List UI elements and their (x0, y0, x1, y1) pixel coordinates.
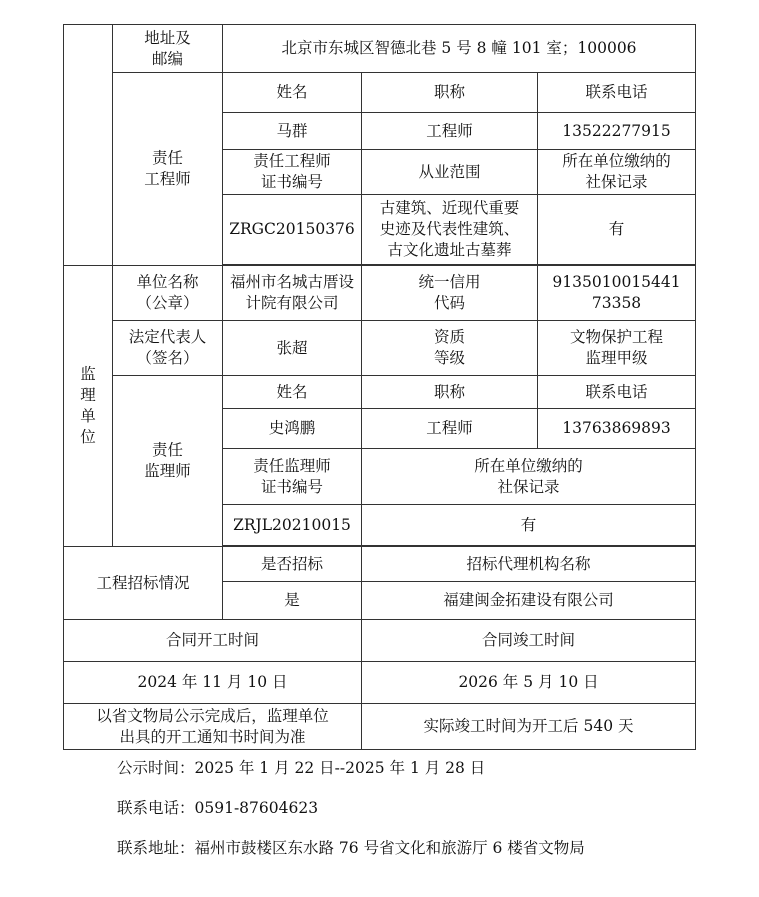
contact-address: 联系地址：福州市鼓楼区东水路 76 号省文化和旅游厅 6 楼省文物局 (117, 839, 585, 857)
contact-phone: 联系电话：0591-87604623 (117, 799, 319, 817)
supervisor-title: 工程师 (362, 409, 538, 449)
actual-end-note: 实际竣工时间为开工后 540 天 (362, 704, 696, 750)
contract-end-label: 合同竣工时间 (362, 620, 696, 662)
bidding-agency: 福建闽金拓建设有限公司 (362, 582, 696, 620)
address-label: 地址及 邮编 (113, 25, 223, 73)
bidding-header-is-bid: 是否招标 (223, 547, 362, 582)
design-engineer-phone: 13522277915 (538, 113, 696, 150)
publicity-period: 公示时间：2025 年 1 月 22 日--2025 年 1 月 28 日 (117, 759, 486, 777)
design-engineer-title: 工程师 (362, 113, 538, 150)
actual-start-note: 以省文物局公示完成后，监理单位 出具的开工通知书时间为准 (64, 704, 362, 750)
design-social-value: 有 (538, 195, 696, 265)
supervisor-name: 史鸿鹏 (223, 409, 362, 449)
legal-rep-label: 法定代表人 （签名） (113, 321, 223, 376)
supervisor-social-label: 所在单位缴纳的 社保记录 (362, 449, 696, 505)
contract-end-date: 2026 年 5 月 10 日 (362, 662, 696, 704)
supervisor-phone: 13763869893 (538, 409, 696, 449)
contract-start-label: 合同开工时间 (64, 620, 362, 662)
contract-start-date: 2024 年 11 月 10 日 (64, 662, 362, 704)
qualification-value: 文物保护工程 监理甲级 (538, 321, 696, 376)
design-section-spacer (64, 25, 113, 266)
design-scope-label: 从业范围 (362, 150, 538, 195)
design-scope-value: 古建筑、近现代重要 史迹及代表性建筑、 古文化遗址古墓葬 (362, 195, 538, 265)
design-social-label: 所在单位缴纳的 社保记录 (538, 150, 696, 195)
address-value: 北京市东城区智德北巷 5 号 8 幢 101 室；100006 (223, 25, 696, 73)
qualification-label: 资质 等级 (362, 321, 538, 376)
legal-rep-name: 张超 (223, 321, 362, 376)
supervisor-cert-number: ZRJL20210015 (223, 505, 362, 546)
supervision-unit-label: 单位名称 （公章） (113, 266, 223, 321)
supervision-section-label: 监 理 单 位 (64, 266, 113, 547)
design-cert-label: 责任工程师 证书编号 (223, 150, 362, 195)
bidding-is-bid: 是 (223, 582, 362, 620)
supervision-responsible-label: 责任 监理师 (113, 376, 223, 547)
design-header-title: 职称 (362, 73, 538, 113)
supervision-header-phone: 联系电话 (538, 376, 696, 409)
supervision-unit-name: 福州市名城古厝设 计院有限公司 (223, 266, 362, 321)
supervision-credit-label: 统一信用 代码 (362, 266, 538, 321)
bidding-label: 工程招标情况 (64, 547, 223, 620)
design-responsible-label: 责任 工程师 (113, 73, 223, 266)
project-info-table (63, 24, 696, 750)
design-cert-number: ZRGC20150376 (223, 195, 362, 265)
supervisor-social-value: 有 (362, 505, 696, 546)
supervisor-cert-label: 责任监理师 证书编号 (223, 449, 362, 505)
supervision-credit-code: 9135010015441 73358 (538, 266, 696, 321)
design-header-name: 姓名 (223, 73, 362, 113)
supervision-header-title: 职称 (362, 376, 538, 409)
bidding-header-agency: 招标代理机构名称 (362, 547, 696, 582)
supervision-header-name: 姓名 (223, 376, 362, 409)
design-header-phone: 联系电话 (538, 73, 696, 113)
design-engineer-name: 马群 (223, 113, 362, 150)
